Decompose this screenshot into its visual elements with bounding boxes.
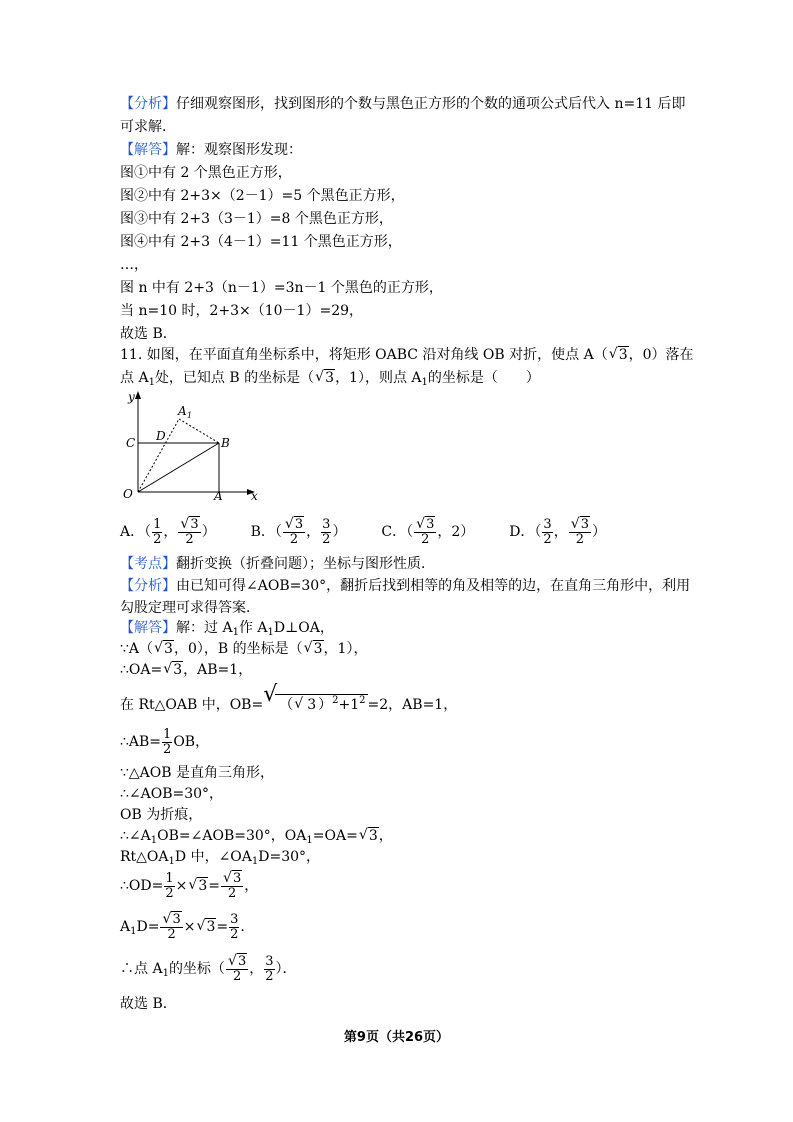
segment-ob <box>138 443 219 492</box>
numerator: 3 <box>230 911 239 927</box>
solution-line-8: OB 为折痕， <box>120 807 203 823</box>
label-a1-sub: 1 <box>187 411 193 420</box>
radicand: 3 <box>426 516 435 532</box>
solution-text: ∴OA= <box>120 662 163 678</box>
fraction <box>542 518 552 547</box>
solution-line-5 <box>120 726 209 758</box>
denominator: 2 <box>421 531 430 547</box>
solution-text: 的坐标（ <box>168 961 225 977</box>
analysis-text: 可求解． <box>120 119 176 135</box>
page-footer: 第9页（共26页） <box>343 1030 450 1045</box>
numerator <box>226 955 248 970</box>
label-a: A <box>214 489 223 503</box>
fraction <box>178 518 200 547</box>
radicand: 3 <box>172 911 181 927</box>
sqrt-expr <box>609 345 629 365</box>
sqrt-expr <box>416 518 435 532</box>
analysis-tag: 【分析】 <box>120 578 176 594</box>
subscript: 1 <box>148 377 155 388</box>
denominator: 2 <box>153 531 162 547</box>
options-row <box>120 516 606 548</box>
solution-tag: 【解答】 <box>120 620 176 636</box>
sqrt-expr <box>196 911 216 943</box>
solution-text: 在 Rt△OAB 中，OB= <box>120 697 264 713</box>
subscript: 1 <box>130 926 137 937</box>
denominator: 2 <box>543 531 552 547</box>
solution-step: 图②中有 2+3×（2－1）=5 个黑色正方形， <box>120 188 405 204</box>
question-text: ，1），则点 A <box>335 370 422 386</box>
solution-text: D 中，∠OA <box>174 849 252 865</box>
solution-text: ∴AB= <box>120 734 162 750</box>
sqrt-expr <box>228 955 247 969</box>
solution-text: Rt△OA <box>120 849 169 865</box>
radicand: 3 <box>580 516 589 532</box>
denominator: 2 <box>575 531 584 547</box>
denominator: 2 <box>163 741 172 757</box>
numerator <box>221 872 243 887</box>
denominator: 2 <box>230 926 239 942</box>
sqrt-expr <box>223 872 242 886</box>
solution-text: D⊥OA， <box>273 620 334 636</box>
solution-text: ，1）， <box>323 641 368 657</box>
solution-text: × <box>175 878 188 894</box>
numerator: 1 <box>165 870 174 886</box>
numerator: 3 <box>265 953 274 969</box>
solution-line-13 <box>120 953 297 985</box>
subscript: 1 <box>168 856 175 867</box>
solution-text: 解：观察图形发现： <box>176 142 302 158</box>
solution-text: +1 <box>338 697 360 713</box>
option-b-label: B．（ <box>250 524 282 540</box>
radicand: 3 <box>237 953 247 969</box>
solution-line-4 <box>120 688 457 714</box>
subscript: 1 <box>306 835 313 846</box>
question-text: 处，已知点 B 的坐标是（ <box>154 370 315 386</box>
segment-a1b <box>179 419 219 443</box>
question-text: 的坐标是（ ） <box>427 370 540 386</box>
numerator: 3 <box>322 516 331 532</box>
solution-text: 解：过 A <box>176 620 233 636</box>
kaodian-line <box>120 554 435 574</box>
y-axis-arrow <box>135 391 141 399</box>
solution-line-6: ∵△AOB 是直角三角形， <box>120 765 274 781</box>
analysis-text: 勾股定理可求得答案． <box>120 600 260 616</box>
radicand: 3 <box>233 870 242 886</box>
solution-text: ∵A（ <box>120 641 154 657</box>
fraction <box>221 872 243 901</box>
numerator: 3 <box>543 516 552 532</box>
paren: ） <box>318 697 333 713</box>
denominator: 2 <box>289 531 299 547</box>
fraction <box>226 955 248 984</box>
fraction <box>229 913 239 942</box>
solution-text: × <box>183 919 196 935</box>
solution-text: ，0），B 的坐标是（ <box>173 641 303 657</box>
analysis-line-1 <box>120 94 685 114</box>
fraction <box>321 518 331 547</box>
radicand: 3 <box>325 370 335 386</box>
paren: ，2） <box>437 524 475 540</box>
solution-text: ∴点 A <box>120 961 163 977</box>
radicand: 3 <box>206 919 216 935</box>
numerator <box>569 518 591 533</box>
subscript: 1 <box>150 835 158 846</box>
subscript: 1 <box>162 968 169 979</box>
paren: ） <box>201 524 216 540</box>
radicand: 3 <box>303 694 318 713</box>
solution-text: ． <box>240 919 255 935</box>
superscript: 2 <box>359 695 366 706</box>
label-c: C <box>126 436 136 450</box>
denominator: 2 <box>185 531 194 547</box>
denominator: 2 <box>165 885 174 901</box>
superscript: 2 <box>332 695 339 706</box>
fraction <box>414 518 436 547</box>
solution-step: …， <box>120 257 148 273</box>
sqrt-expr <box>294 692 318 718</box>
paren: ） <box>332 524 347 540</box>
solution-line-11 <box>120 870 258 902</box>
solution-text: D= <box>136 919 160 935</box>
numerator <box>178 518 200 533</box>
subscript: 1 <box>267 627 274 638</box>
subscript: 1 <box>251 856 259 867</box>
analysis-line-2 <box>120 117 176 137</box>
solution-line-2 <box>120 639 367 659</box>
numerator: 1 <box>153 516 162 532</box>
sqrt-expr <box>188 870 208 902</box>
fraction <box>164 872 174 901</box>
sqrt-expr <box>571 518 590 532</box>
comma: ， <box>553 524 568 540</box>
solution-text: = <box>216 919 229 935</box>
solution-step: 故选 B． <box>120 326 177 342</box>
denominator: 2 <box>322 531 331 547</box>
solution-line-3 <box>120 660 252 680</box>
paren: ） <box>591 524 606 540</box>
sqrt-expr <box>359 826 379 846</box>
solution-text: ，AB=1， <box>183 662 253 678</box>
radicand: 3 <box>173 662 183 678</box>
sqrt-expr <box>285 518 304 532</box>
sqrt-expr <box>180 518 199 532</box>
solution-text: ， <box>378 828 393 844</box>
label-d: D <box>156 429 166 443</box>
option-b <box>250 516 347 547</box>
solution-text: ∴OD= <box>120 878 164 894</box>
numerator: 1 <box>163 726 172 742</box>
option-a-label: A．（ <box>120 524 152 540</box>
kaodian-text: 翻折变换（折叠问题）；坐标与图形性质． <box>176 556 435 572</box>
radicand: 3 <box>190 516 199 532</box>
radicand: 3 <box>294 516 304 532</box>
question-text: ，0）落在 <box>628 347 694 363</box>
solution-step: 当 n=10 时，2+3×（10－1）=29， <box>120 303 364 319</box>
label-a1: A <box>178 404 187 418</box>
analysis-text: 仔细观察图形，找到图形的个数与黑色正方形的个数的通项公式后代入 n=11 后即 <box>176 96 686 112</box>
comma: ， <box>163 524 178 540</box>
sqrt-expr <box>315 368 335 388</box>
question-line-1 <box>120 345 694 365</box>
fraction <box>162 728 172 757</box>
solution-step: 图 n 中有 2+3（n－1）=3n－1 个黑色的正方形， <box>120 280 443 296</box>
fraction <box>569 518 591 547</box>
sqrt-expr <box>154 639 174 659</box>
fraction <box>264 955 274 984</box>
solution-text: OB， <box>173 734 210 750</box>
solution-text: ， <box>244 878 259 894</box>
sqrt-expr <box>163 660 183 680</box>
analysis-line-1 <box>120 576 690 596</box>
comma: ， <box>306 524 321 540</box>
solution-text: OB=∠AOB=30°，OA <box>157 828 307 844</box>
kaodian-tag: 【考点】 <box>120 556 176 572</box>
solution-text: ）． <box>275 961 297 977</box>
numerator <box>414 518 436 533</box>
solution-line <box>120 140 302 160</box>
solution-text: D=30°， <box>258 849 321 865</box>
radicand: 3 <box>368 828 378 844</box>
solution-text: ∴∠A <box>120 828 151 844</box>
sqrt-expr <box>162 913 181 927</box>
subscript: 1 <box>232 627 239 638</box>
analysis-line-2 <box>120 598 260 618</box>
option-c-label: C．（ <box>381 524 414 540</box>
radicand: 3 <box>313 641 323 657</box>
solution-tag: 【解答】 <box>120 142 176 158</box>
solution-text: ， <box>249 961 264 977</box>
solution-line-12 <box>120 911 254 943</box>
solution-text: 作 A <box>238 620 268 636</box>
geometry-diagram <box>118 388 263 506</box>
fraction <box>160 913 182 942</box>
question-text: 点 A <box>120 370 149 386</box>
denominator: 2 <box>232 968 242 984</box>
solution-step: 图③中有 2+3（3－1）=8 个黑色正方形， <box>120 211 393 227</box>
solution-text: A <box>120 919 131 935</box>
denominator: 2 <box>265 968 274 984</box>
paren: （ <box>279 697 294 713</box>
solution-step: 图④中有 2+3（4－1）=11 个黑色正方形， <box>120 234 402 250</box>
radicand: 3 <box>618 347 628 363</box>
sqrt-expr <box>263 688 367 718</box>
numerator <box>283 518 305 533</box>
solution-text: =OA= <box>312 828 358 844</box>
option-d <box>509 516 606 547</box>
solution-text: = <box>208 878 221 894</box>
analysis-text: 由已知可得∠AOB=30°，翻折后找到相等的角及相等的边，在直角三角形中，利用 <box>176 578 691 594</box>
label-b: B <box>221 436 230 450</box>
radicand <box>275 694 367 713</box>
radicand: 3 <box>164 641 173 657</box>
fraction <box>283 518 305 547</box>
denominator: 2 <box>228 885 237 901</box>
solution-step: 图①中有 2 个黑色正方形， <box>120 165 292 181</box>
subscript: 1 <box>421 377 428 388</box>
sqrt-expr <box>304 639 324 659</box>
option-a <box>120 516 216 547</box>
radicand: 3 <box>198 878 208 894</box>
solution-line-10 <box>120 847 320 872</box>
solution-line-14: 故选 B． <box>120 996 177 1012</box>
option-d-label: D．（ <box>509 524 542 540</box>
numerator <box>160 913 182 928</box>
option-c <box>381 516 475 547</box>
question-text: 11. 如图，在平面直角坐标系中，将矩形 OABC 沿对角线 OB 对折，使点 A（ <box>120 347 608 363</box>
label-y: y <box>128 390 135 404</box>
label-o: O <box>123 487 133 501</box>
solution-text: =2，AB=1， <box>367 697 458 713</box>
solution-line-7: ∴∠AOB=30°， <box>120 786 224 802</box>
denominator: 2 <box>167 926 176 942</box>
analysis-tag: 【分析】 <box>120 96 176 112</box>
fraction <box>152 518 162 547</box>
label-x: x <box>251 489 258 503</box>
